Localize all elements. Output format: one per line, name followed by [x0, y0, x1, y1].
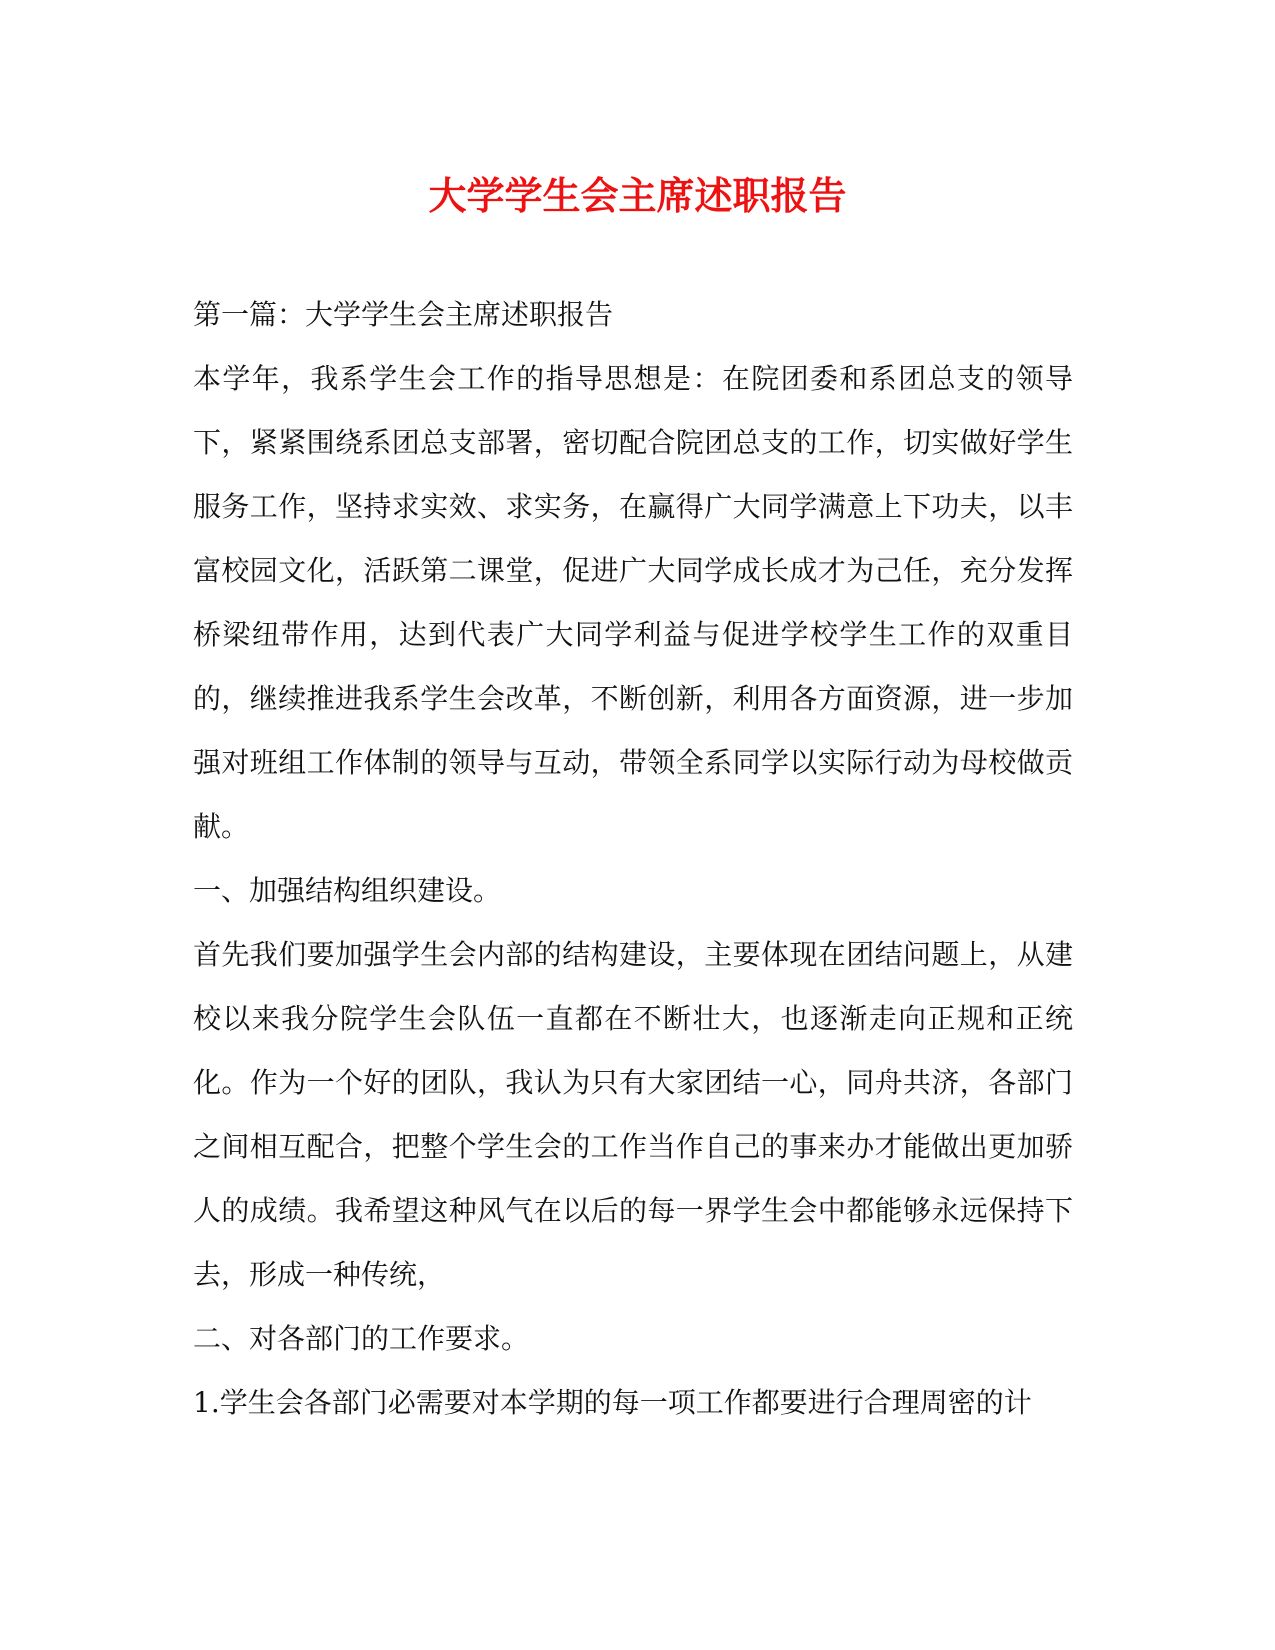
section-heading-part-one: 第一篇：大学学生会主席述职报告 [193, 298, 614, 331]
section-heading-departments: 二、对各部门的工作要求。 [193, 1322, 530, 1355]
paragraph-structure: 首先我们要加强学生会内部的结构建设，主要体现在团结问题上，从建校以来我分院学生会队伍一直都在不断壮大，也逐渐走向正规和正统化。作为一个好的团队，我认为只有大家团结一心，同舟共济，各部门之间相互配合，把整个学生会的工作当作自己的事来办才能做出更加骄人的成绩。我希望这种风气在以后的每一界学生会中都能够永远保持下去，形成一种传统， [193, 938, 1073, 1291]
paragraph-guiding-thought: 本学年，我系学生会工作的指导思想是：在院团委和系团总支的领导下，紧紧围绕系团总支部署，密切配合院团总支的工作，切实做好学生服务工作，坚持求实效、求实务，在赢得广大同学满意上下功夫，以丰富校园文化，活跃第二课堂，促进广大同学成长成才为己任，充分发挥桥梁纽带作用，达到代表广大同学利益与促进学校学生工作的双重目的，继续推进我系学生会改革，不断创新，利用各方面资源，进一步加强对班组工作体制的领导与互动，带领全系同学以实际行动为母校做贡献。 [193, 362, 1073, 843]
document-title: 大学学生会主席述职报告 [428, 173, 847, 218]
section-heading-structure: 一、加强结构组织建设。 [193, 874, 502, 907]
document-body [193, 283, 1073, 1435]
paragraph-department-item-1: 1.学生会各部门必需要对本学期的每一项工作都要进行合理周密的计 [193, 1386, 1032, 1419]
